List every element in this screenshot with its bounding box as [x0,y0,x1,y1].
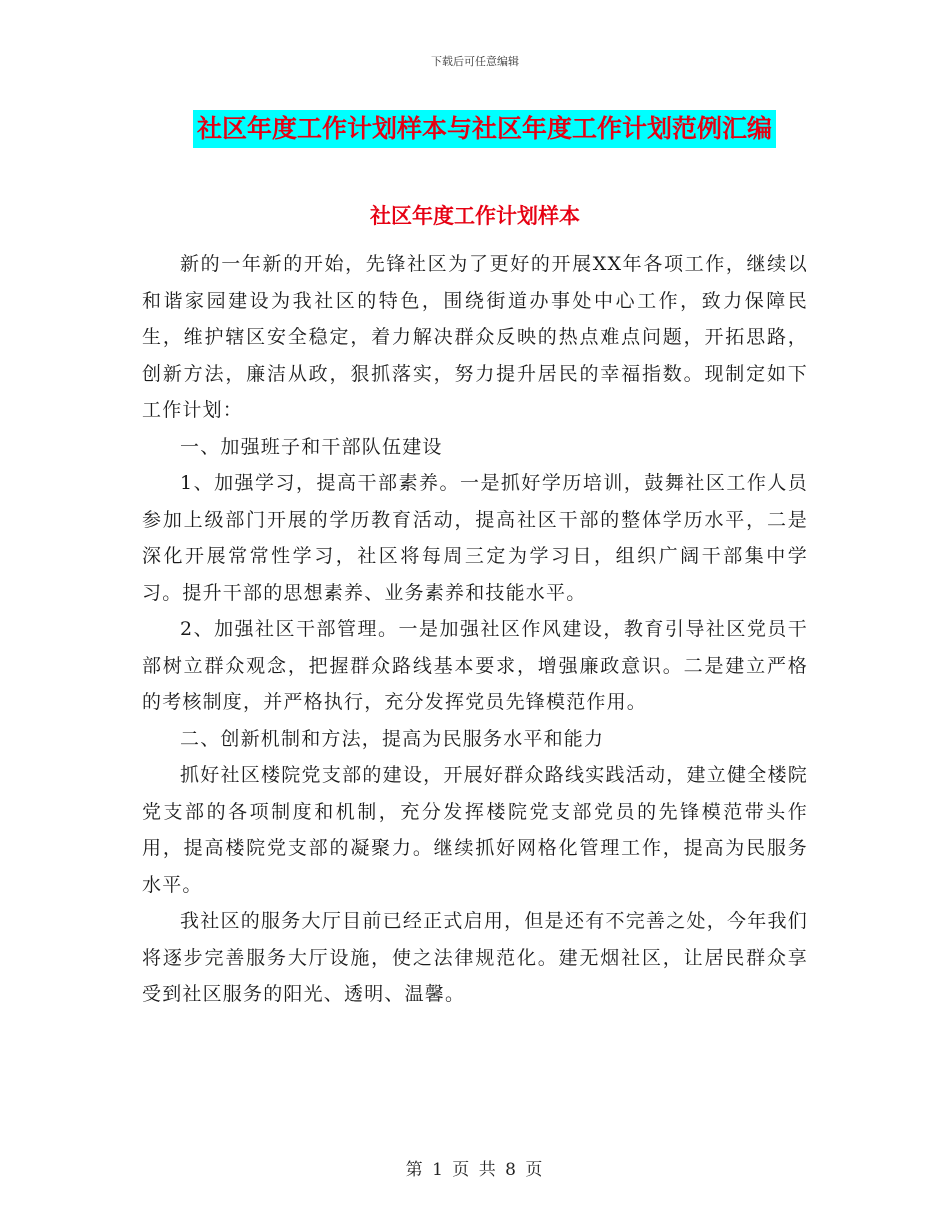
paragraph-intro: 新的一年新的开始，先锋社区为了更好的开展XX年各项工作，继续以和谐家园建设为我社区的特色，围绕街道办事处中心工作，致力保障民生，维护辖区安全稳定，着力解决群众反映的热点难点问题，开拓思路，创新方法，廉洁从政，狠抓落实，努力提升居民的幸福指数。现制定如下工作计划： [142,253,808,421]
section-title: 社区年度工作计划样本 [370,203,580,228]
paragraph-service-hall: 我社区的服务大厅目前已经正式启用，但是还有不完善之处，今年我们将逐步完善服务大厅设施，使之法律规范化。建无烟社区，让居民群众享受到社区服务的阳光、透明、温馨。 [142,910,808,1005]
document-title: 社区年度工作计划样本与社区年度工作计划范例汇编 [193,110,776,148]
paragraph-study: 1、加强学习，提高干部素养。一是抓好学历培训，鼓舞社区工作人员参加上级部门开展的学历教育活动，提高社区干部的整体学历水平，二是深化开展常常性学习，社区将每周三定为学习日，组织广阔干部集中学习。提升干部的思想素养、业务素养和技能水平。 [142,472,808,604]
heading-innovation: 二、创新机制和方法，提高为民服务水平和能力 [180,727,605,750]
header-note: 下载后可任意编辑 [431,55,519,68]
paragraph-management: 2、加强社区干部管理。一是加强社区作风建设，教育引导社区党员干部树立群众观念，把握群众路线基本要求，增强廉政意识。二是建立严格的考核制度，并严格执行，充分发挥党员先锋模范作用。 [142,618,808,713]
page-number-footer: 第 1 页 共 8 页 [405,1160,545,1180]
document-body [142,246,808,1013]
paragraph-party-branch: 抓好社区楼院党支部的建设，开展好群众路线实践活动，建立健全楼院党支部的各项制度和机制，充分发挥楼院党支部党员的先锋模范带头作用，提高楼院党支部的凝聚力。继续抓好网格化管理工作，提高为民服务水平。 [142,764,808,896]
heading-team-building: 一、加强班子和干部队伍建设 [180,435,443,458]
